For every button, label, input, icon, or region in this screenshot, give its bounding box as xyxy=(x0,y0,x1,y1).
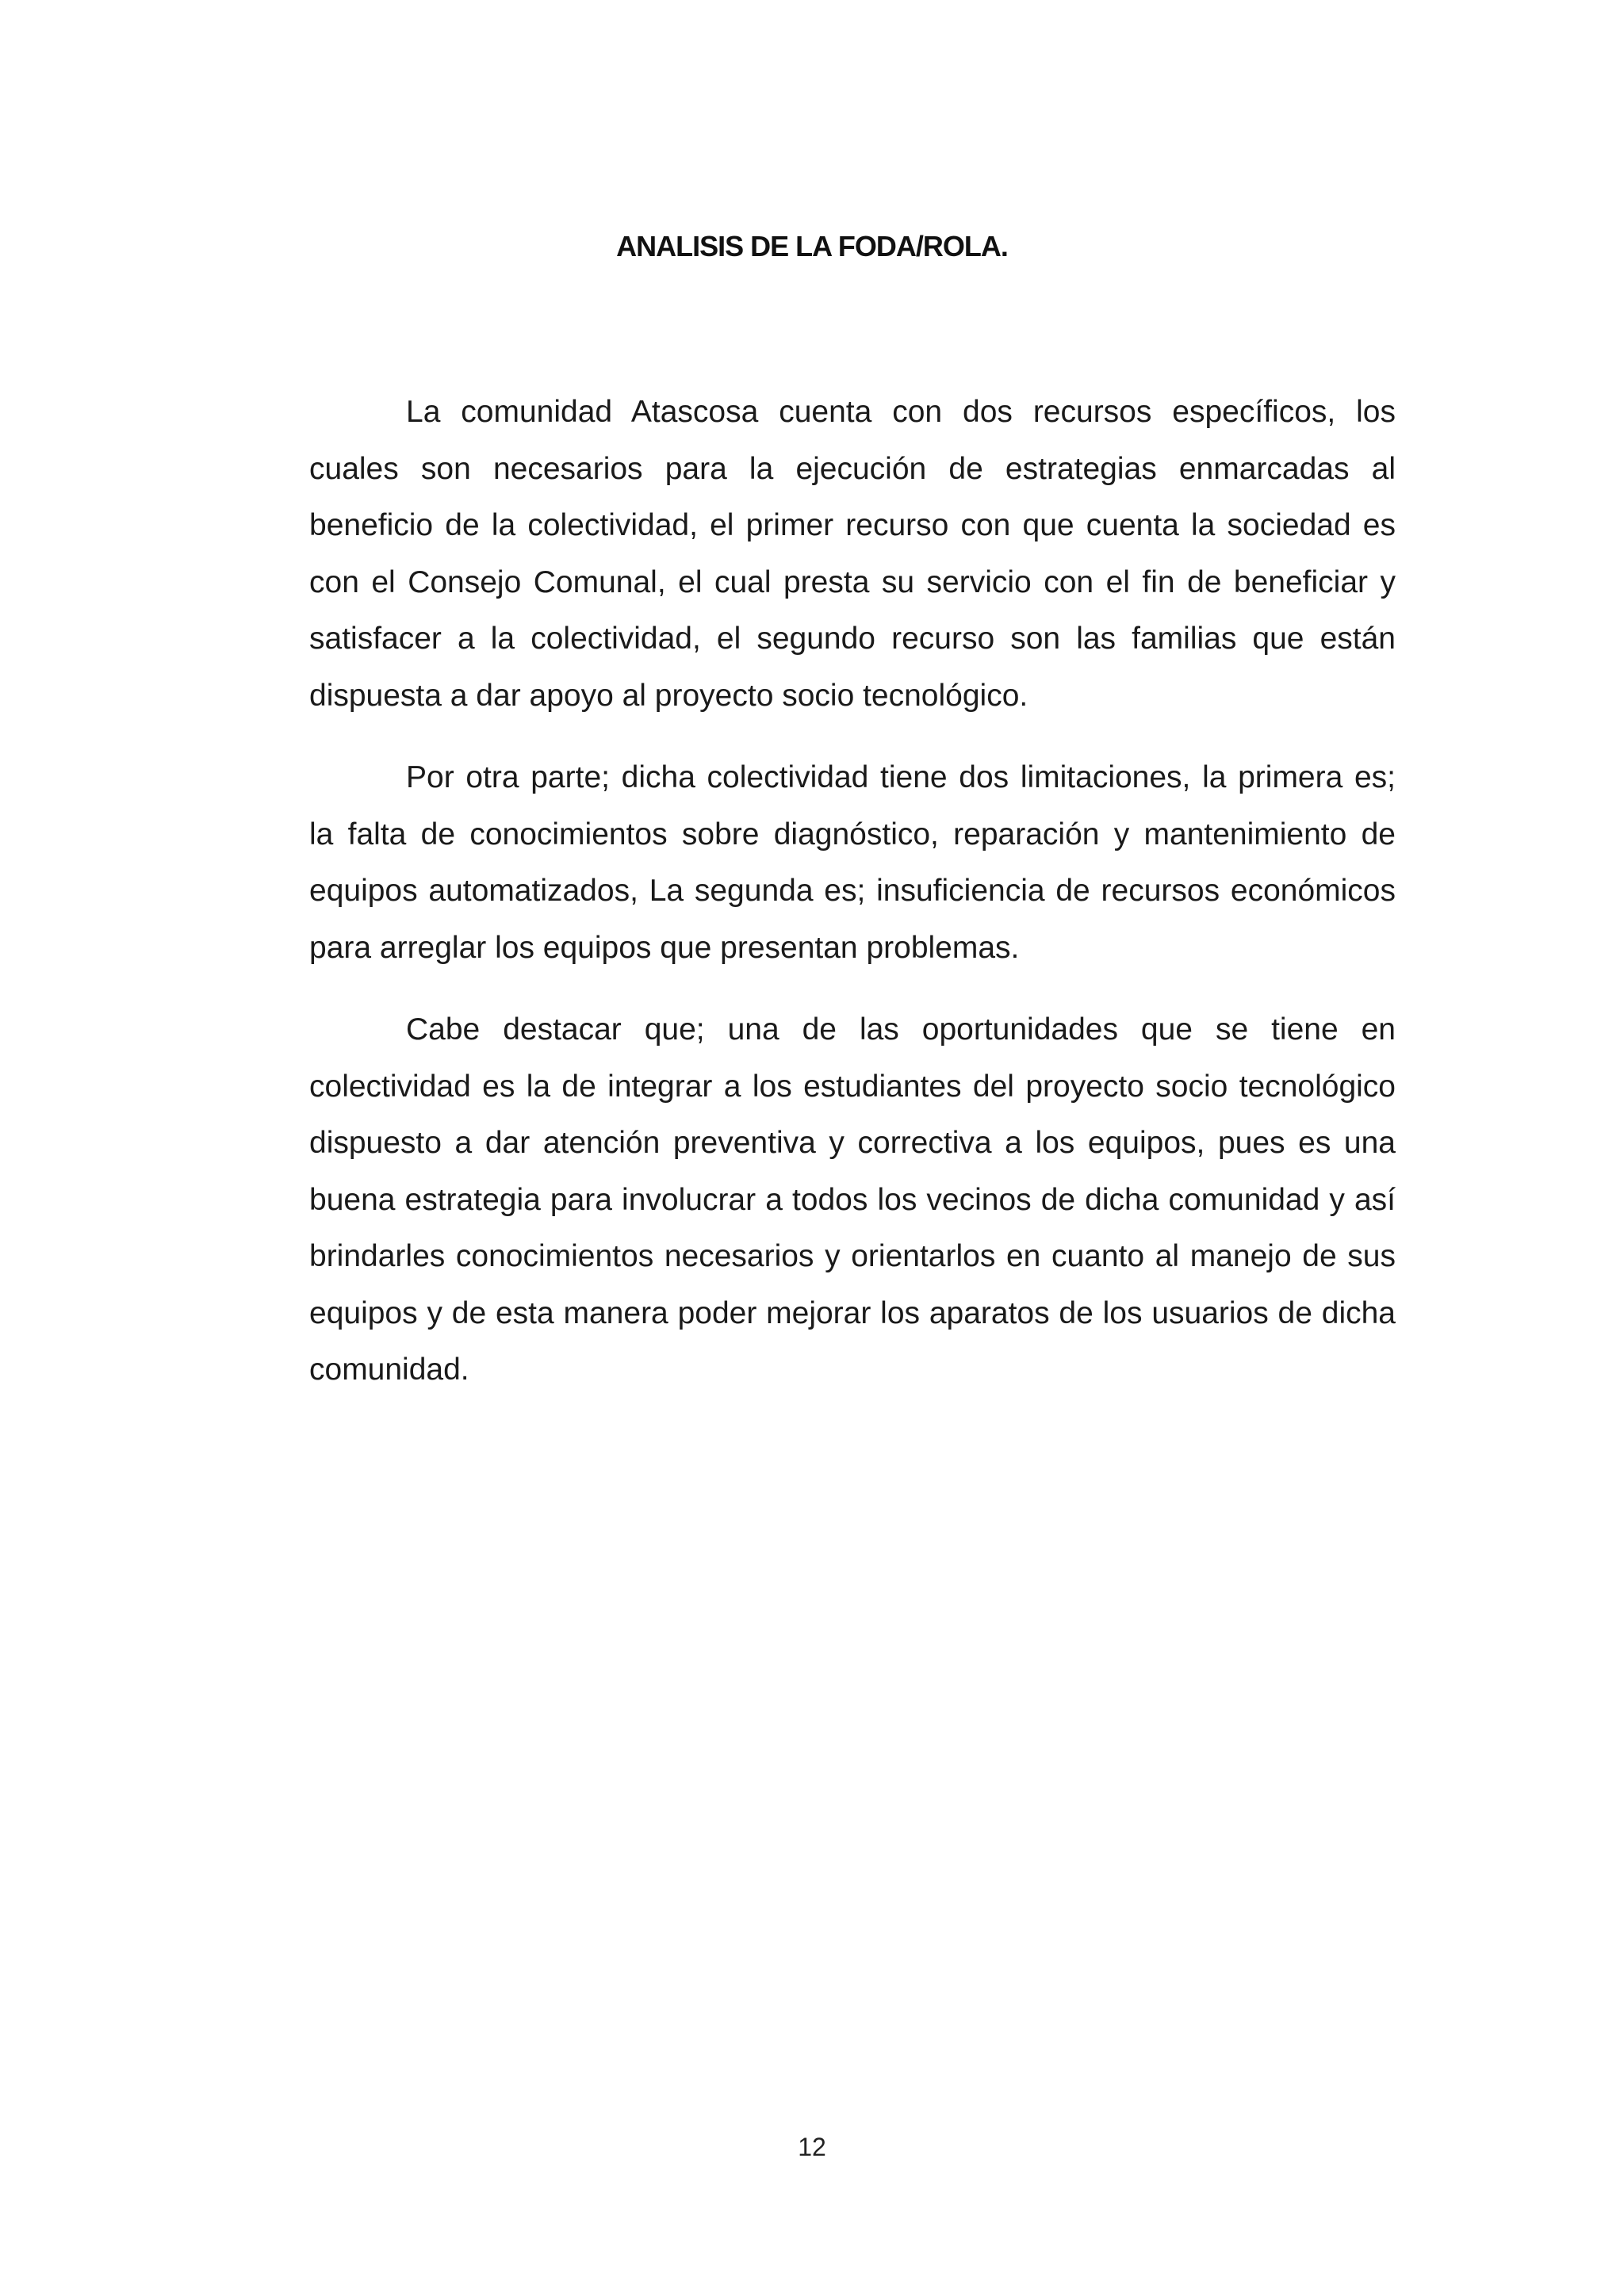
page-number: 12 xyxy=(798,2133,826,2161)
page-title: ANALISIS DE LA FODA/ROLA. xyxy=(616,230,1008,262)
body-text xyxy=(309,384,1396,1424)
paragraph-oportunidades: Cabe destacar que; una de las oportunidades que se tiene en colectividad es la de integrar a los estudiantes del proyecto socio tecnológico dispuesto a dar atención preventiva y correctiva a los equipos, pues es una buena estrategia para involucrar a todos los vecinos de dicha comunidad y así brindarles conocimientos necesarios y orientarlos en cuanto al manejo de sus equipos y de esta manera poder mejorar los aparatos de los usuarios de dicha comunidad. xyxy=(309,1012,1396,1387)
paragraph-recursos: La comunidad Atascosa cuenta con dos recursos específicos, los cuales son necesarios para la ejecución de estrategias enmarcadas al beneficio de la colectividad, el primer recurso con que cuenta la sociedad es con el Consejo Comunal, el cual presta su servicio con el fin de beneficiar y satisfacer a la colectividad, el segundo recurso son las familias que están dispuesta a dar apoyo al proyecto socio tecnológico. xyxy=(309,395,1396,713)
paragraph-limitaciones: Por otra parte; dicha colectividad tiene dos limitaciones, la primera es; la falta de conocimientos sobre diagnóstico, reparación y mantenimiento de equipos automatizados, La segunda es; insuficiencia de recursos económicos para arreglar los equipos que presentan problemas. xyxy=(309,760,1396,965)
